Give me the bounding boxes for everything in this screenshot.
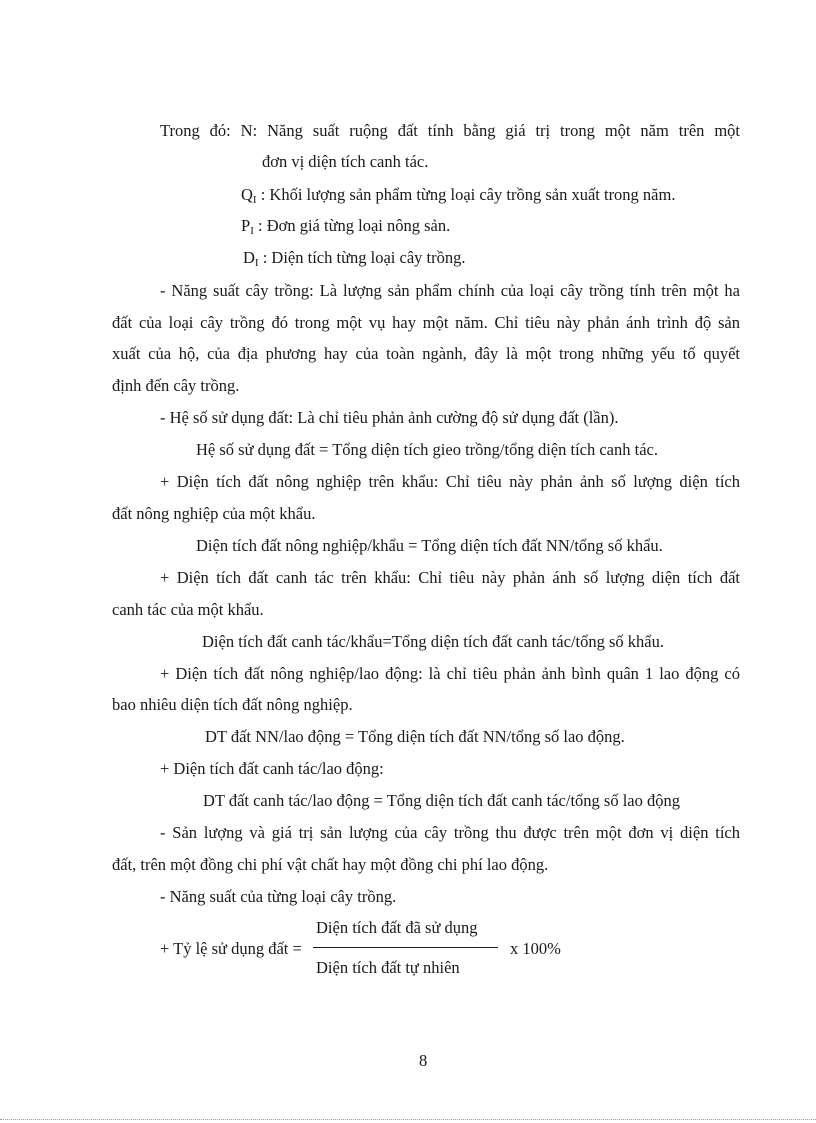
text-line-dt-nn-lao-dong: + Diện tích đất nông nghiệp/lao động: là chỉ tiêu phản ảnh bình quân 1 lao động có (160, 664, 740, 683)
formula-dt-canh-tac-khau: Diện tích đất canh tác/khẩu=Tổng diện tích đất canh tác/tổng số khẩu. (202, 632, 664, 651)
text-line-trong-do: Trong đó: N: Năng suất ruộng đất tính bằng giá trị trong một năm trên một (160, 121, 740, 140)
page-number: 8 (419, 1051, 428, 1070)
text-line-dat-cua-loai: đất của loại cây trồng đó trong một vụ hay một năm. Chỉ tiêu này phản ánh trình độ sản (112, 313, 740, 332)
definition-p-text: : Đơn giá từng loại nông sản. (253, 216, 451, 235)
definition-q (241, 185, 675, 210)
formula-multiplier: x 100% (510, 939, 561, 958)
text-line-dinh-den: định đến cây trồng. (112, 376, 240, 395)
text-line-dat-tren-mot-dong: đất, trên một đồng chi phí vật chất hay một đồng chi phí lao động. (112, 855, 549, 874)
subscript-q: I (252, 194, 257, 206)
page-bottom-border (0, 1119, 816, 1120)
text-line-nang-suat-cay-trong: - Năng suất cây trồng: Là lượng sản phẩm chính của loại cây trồng tính trên một ha (160, 281, 740, 300)
definition-d-text: : Diện tích từng loại cây trồng. (258, 248, 466, 267)
definition-q-text: : Khối lượng sản phẩm từng loại cây trồng sản xuất trong năm. (256, 185, 676, 204)
formula-dt-nn-lao-dong: DT đất NN/lao động = Tổng diện tích đất NN/tổng số lao động. (205, 727, 625, 746)
formula-ty-le-lhs: + Tỷ lệ sử dụng đất = (160, 939, 302, 958)
text-line-he-so: - Hệ số sử dụng đất: Là chỉ tiêu phản ảnh cường độ sử dụng đất (lần). (160, 408, 619, 427)
text-line-dt-nong-nghiep-khau: + Diện tích đất nông nghiệp trên khẩu: Chỉ tiêu này phản ảnh số lượng diện tích (160, 472, 740, 491)
symbol-p: P (241, 216, 251, 235)
fraction-numerator: Diện tích đất đã sử dụng (316, 918, 478, 937)
text-line-dt-canh-tac-khau: + Diện tích đất canh tác trên khẩu: Chỉ tiêu này phản ánh số lượng diện tích đất (160, 568, 740, 587)
formula-dt-nn-khau: Diện tích đất nông nghiệp/khẩu = Tổng diện tích đất NN/tổng số khẩu. (196, 536, 663, 555)
text-line-dat-nn-mot-khau: đất nông nghiệp của một khẩu. (112, 504, 316, 523)
definition-p (241, 216, 450, 241)
subscript-p: I (250, 225, 254, 237)
text-line-dt-canh-tac-lao-dong: + Diện tích đất canh tác/lao động: (160, 759, 384, 778)
symbol-q: Q (241, 185, 253, 204)
text-line-nang-suat-tung-loai: - Năng suất của từng loại cây trồng. (160, 887, 397, 906)
fraction-bar (313, 947, 498, 948)
text-line-canh-tac-mot-khau: canh tác của một khẩu. (112, 600, 264, 619)
text-line-san-luong: - Sản lượng và giá trị sản lượng của cây trồng thu được trên một đơn vị diện tích (160, 823, 740, 842)
subscript-d: I (254, 257, 259, 269)
text-line-xuat-cua-ho: xuất của hộ, của địa phương hay của toàn ngành, đây là một trong những yếu tố quyết (112, 344, 740, 363)
fraction-denominator: Diện tích đất tự nhiên (316, 958, 460, 977)
formula-dt-canh-tac-lao-dong: DT đất canh tác/lao động = Tổng diện tích đất canh tác/tổng số lao động (203, 791, 680, 810)
symbol-d: D (243, 248, 255, 267)
text-line-bao-nhieu: bao nhiêu diện tích đất nông nghiệp. (112, 695, 353, 714)
text-line-don-vi: đơn vị diện tích canh tác. (262, 152, 429, 171)
definition-d (243, 248, 466, 273)
formula-he-so: Hệ số sử dụng đất = Tổng diện tích gieo trồng/tổng diện tích canh tác. (196, 440, 658, 459)
